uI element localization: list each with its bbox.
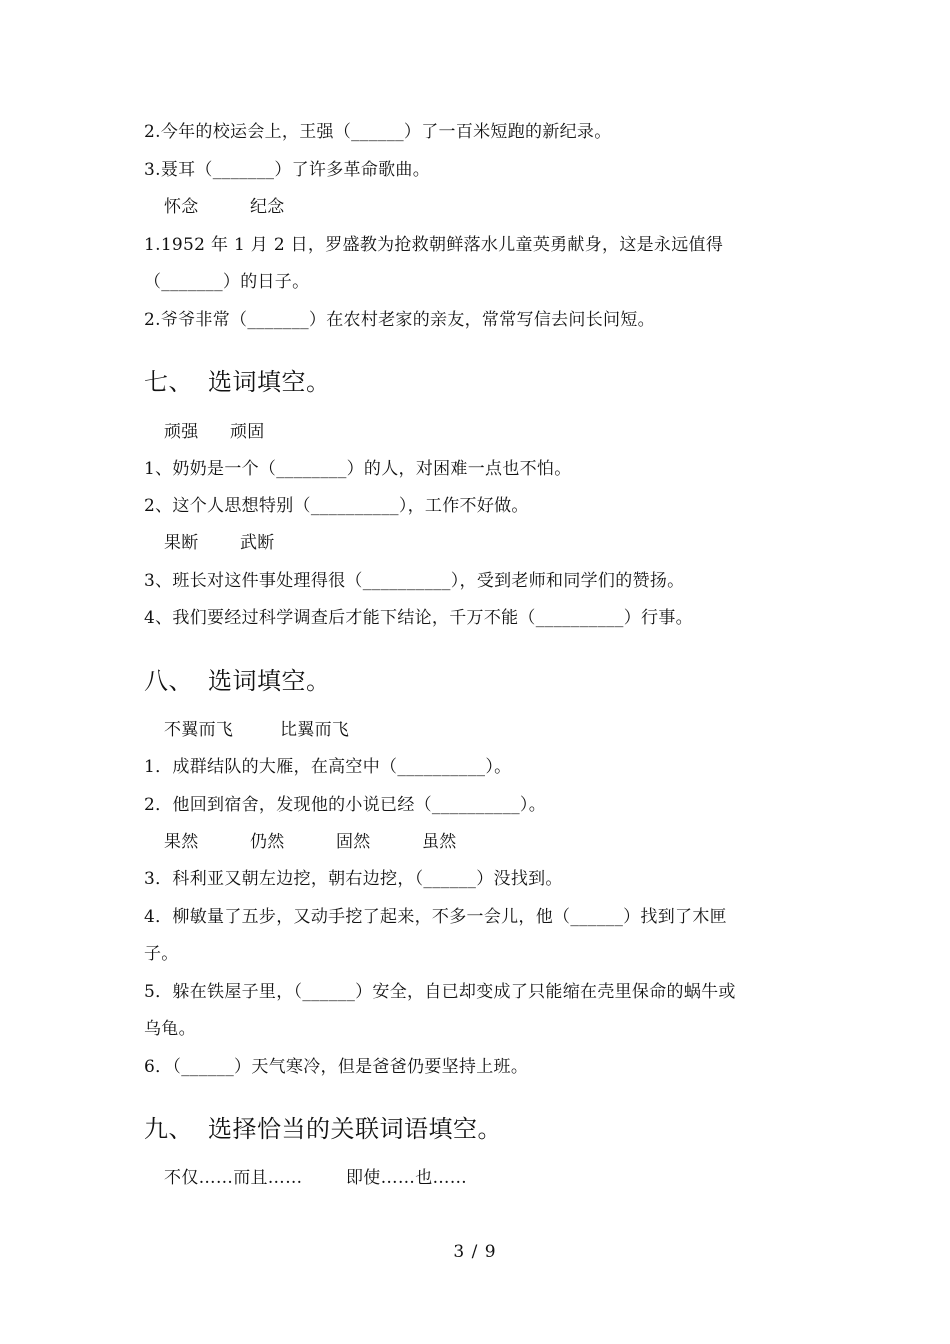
- question-line: 1．成群结队的大雁，在高空中（__________）。: [144, 757, 512, 777]
- word-options: [164, 719, 349, 741]
- word-option: 顽固: [230, 422, 265, 442]
- section-number: 八、: [144, 667, 193, 695]
- page-number: 3 / 9: [453, 1242, 497, 1262]
- question-line: 6．（______）天气寒冷，但是爸爸仍要坚持上班。: [144, 1057, 529, 1077]
- word-option: 即使……也……: [346, 1168, 468, 1188]
- section-heading: [144, 367, 331, 397]
- word-option: 比翼而飞: [280, 720, 350, 740]
- word-option: 仍然: [250, 832, 285, 852]
- word-option: 不翼而飞: [164, 720, 234, 740]
- question-line: 2．他回到宿舍，发现他的小说已经（__________）。: [144, 795, 547, 815]
- question-line: 3、班长对这件事处理得很（__________），受到老师和同学们的赞扬。: [144, 571, 685, 591]
- question-line: （_______）的日子。: [144, 272, 310, 292]
- word-option: 顽强: [164, 422, 199, 442]
- question-line: 2.今年的校运会上，王强（______）了一百米短跑的新纪录。: [144, 122, 612, 142]
- question-line: 1.1952 年 1 月 2 日，罗盛教为抢救朝鲜落水儿童英勇献身，这是永远值得: [144, 235, 724, 255]
- word-option: 怀念: [164, 197, 199, 217]
- question-line: 2.爷爷非常（_______）在农村老家的亲友，常常写信去问长问短。: [144, 310, 655, 330]
- word-option: 固然: [336, 832, 371, 852]
- word-option: 果断: [164, 533, 199, 553]
- word-options: [164, 831, 457, 853]
- section-title: 选择恰当的关联词语填空。: [208, 1115, 502, 1143]
- section-heading: [144, 1114, 502, 1144]
- question-line: 2、这个人思想特别（__________），工作不好做。: [144, 496, 529, 516]
- word-option: 武断: [240, 533, 275, 553]
- word-options: [164, 421, 265, 443]
- word-option: 不仅……而且……: [164, 1168, 303, 1188]
- question-line: 3．科利亚又朝左边挖，朝右边挖，（______）没找到。: [144, 869, 563, 889]
- question-line: 3.聂耳（_______）了许多革命歌曲。: [144, 160, 431, 180]
- word-option: 虽然: [422, 832, 457, 852]
- question-line: 乌龟。: [144, 1019, 196, 1039]
- section-title: 选词填空。: [208, 368, 331, 396]
- question-line: 1、奶奶是一个（________）的人，对困难一点也不怕。: [144, 459, 572, 479]
- section-title: 选词填空。: [208, 667, 331, 695]
- section-heading: [144, 666, 331, 696]
- word-options: [164, 532, 275, 554]
- word-options: [164, 1167, 467, 1189]
- question-line: 5．躲在铁屋子里，（______）安全，自已却变成了只能缩在壳里保命的蜗牛或: [144, 982, 736, 1002]
- question-line: 子。: [144, 944, 179, 964]
- word-option: 果然: [164, 832, 199, 852]
- word-options: [164, 196, 285, 218]
- question-line: 4．柳敏量了五步，又动手挖了起来，不多一会儿，他（______）找到了木匣: [144, 907, 727, 927]
- section-number: 七、: [144, 368, 193, 396]
- word-option: 纪念: [250, 197, 285, 217]
- question-line: 4、我们要经过科学调查后才能下结论，千万不能（__________）行事。: [144, 608, 693, 628]
- section-number: 九、: [144, 1115, 193, 1143]
